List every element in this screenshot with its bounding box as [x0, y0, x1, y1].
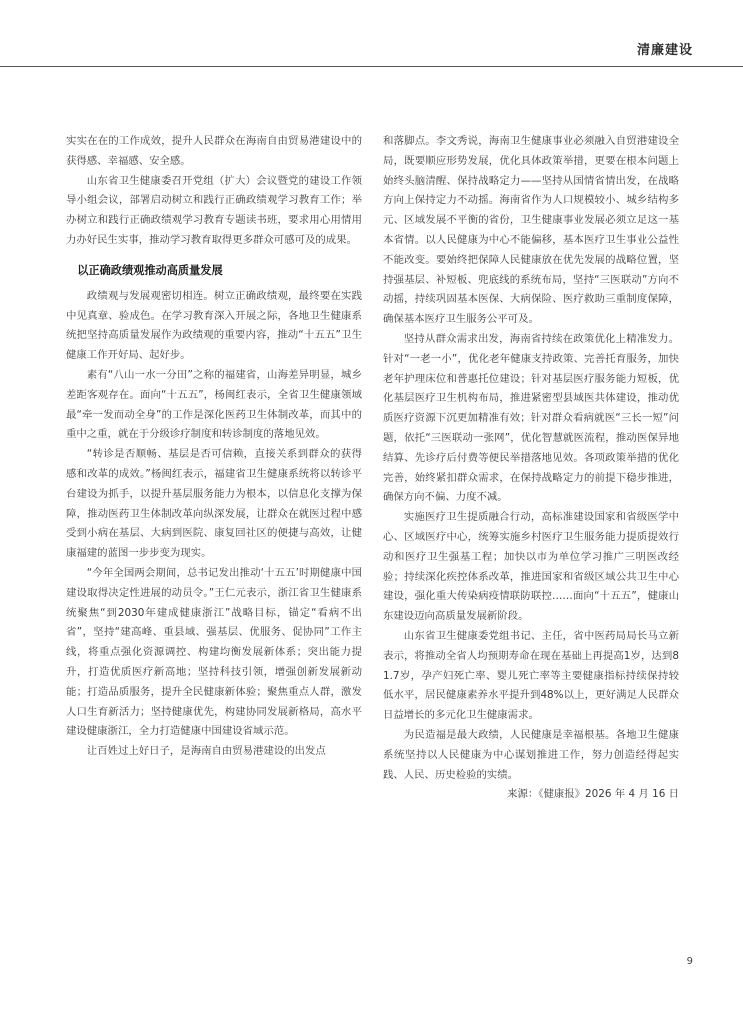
- section-title: 清廉建设: [636, 43, 693, 58]
- left-column: [66, 132, 362, 762]
- body-paragraph: “今年全国两会期间，总书记发出推动‘十五五’时期健康中国建设取得决定性进展的动员令。”王仁元表示，浙江省卫生健康系统聚焦“到2030年建成健康浙江”战略目标，锚定“看病不出省”，坚持“建高峰、重县域、强基层、优服务、促协同”工作主线，将重点强化资源调控、构建均衡发展新体系；突出能力提升，打造优质医疗新高地；坚持科技引领，增强创新发展新动能；打造品质服务，提升全民健康新体验；聚焦重点人群，激发人口生育新活力；坚持健康优先，构建协同发展新格局，高水平建设健康浙江，全力打造健康中国建设省域示范。: [66, 566, 362, 738]
- source-citation: 来源：《健康报》2026 年 4 月 16 日: [507, 788, 679, 801]
- body-paragraph: 山东省卫生健康委召开党组（扩大）会议暨党的建设工作领导小组会议，部署启动树立和践行正确政绩观学习教育工作；举办树立和践行正确政绩观学习教育专题读书班，要求用心用情用力办好民生实事，推动学习教育取得更多群众可感可及的成果。: [66, 174, 362, 246]
- body-paragraph: 山东省卫生健康委党组书记、主任，省中医药局局长马立新表示，将推动全省人均预期寿命在现在基础上再提高1岁，达到81.7岁，孕产妇死亡率、婴儿死亡率等主要健康指标持续保持较低水平，居民健康素养水平提升到48%以上，更好满足人民群众日益增长的多元化卫生健康需求。: [383, 629, 679, 722]
- body-paragraph: 坚持从群众需求出发，海南省持续在政策优化上精准发力。针对“一老一小”，优化老年健康支持政策、完善托育服务，加快老年护理床位和普惠托位建设；针对基层医疗服务能力短板，优化基层医疗卫生机构布局，推进紧密型县域医共体建设，推动优质医疗资源下沉更加精准有效；针对群众看病就医“三长一短”问题，依托“三医联动一张网”，优化智慧就医流程，推动医保异地结算、先诊疗后付费等便民举措落地见效。各项政策举措的优化完善，始终紧扣群众需求，在保持战略定力的前提下稳步推进，确保方向不偏、力度不减。: [383, 332, 679, 504]
- section-heading: 以正确政绩观推动高质量发展: [77, 263, 223, 277]
- body-paragraph: 实实在在的工作成效，提升人民群众在海南自由贸易港建设中的获得感、幸福感、安全感。: [66, 135, 362, 167]
- body-paragraph: 和落脚点。李文秀说，海南卫生健康事业必须融入自贸港建设全局，既要顺应形势发展，优化具体政策举措，更要在根本问题上始终头脑清醒、保持战略定力——坚持从国情省情出发，在战略方向上保持定力不动摇。海南省作为人口规模较小、城乡结构多元、区域发展不平衡的省份，卫生健康事业发展必须立足这一基本省情。以人民健康为中心不能偏移，基本医疗卫生事业公益性不能改变。要始终把保障人民健康放在优先发展的战略位置，坚持强基层、补短板、兜底线的系统布局，坚持“三医联动”方向不动摇，持续巩固基本医保、大病保险、医疗救助三重制度保障，确保基本医疗卫生服务公平可及。: [383, 135, 679, 326]
- page-number: 9: [686, 956, 693, 967]
- body-paragraph: 实施医疗卫生提质融合行动，高标准建设国家和省级医学中心、区域医疗中心，统筹实施乡村医疗卫生服务能力提质提效行动和医疗卫生强基工程；加快以市为单位学习推广三明医改经验；持续深化疾控体系改革，推进国家和省级区域公共卫生中心建设，强化重大传染病疫情联防联控……面向“十五五”，健康山东建设迈向高质量发展新阶段。: [383, 511, 679, 623]
- right-column: [383, 132, 679, 805]
- body-paragraph: “转诊是否顺畅、基层是否可信赖，直接关系到群众的获得感和改革的成效。”杨闽红表示，福建省卫生健康系统将以转诊平台建设为抓手，以提升基层服务能力为根本，以信息化支撑为保障，推动医药卫生体制改革向纵深发展，让群众在就医过程中感受到小病在基层、大病到医院、康复回社区的便捷与高效，让健康福建的蓝图一步步变为现实。: [66, 448, 362, 560]
- body-paragraph: 让百姓过上好日子，是海南自由贸易港建设的出发点: [86, 745, 326, 758]
- header-rule: [0, 66, 743, 67]
- body-paragraph: 素有“八山一水一分田”之称的福建省，山海差异明显，城乡差距客观存在。面向“十五五”，杨闽红表示，全省卫生健康领域最“牵一发而动全身”的工作是深化医药卫生体制改革，而其中的重中之重，就在于分级诊疗制度和转诊制度的落地见效。: [66, 368, 362, 441]
- body-paragraph: 为民造福是最大政绩，人民健康是幸福根基。各地卫生健康系统坚持以人民健康为中心谋划推进工作，努力创造经得起实践、人民、历史检验的实绩。: [383, 728, 679, 781]
- body-paragraph: 政绩观与发展观密切相连。树立正确政绩观，最终要在实践中见真章、验成色。在学习教育深入开展之际，各地卫生健康系统把坚持高质量发展作为政绩观的重要内容，推动“十五五”卫生健康工作开好局、起好步。: [66, 289, 362, 362]
